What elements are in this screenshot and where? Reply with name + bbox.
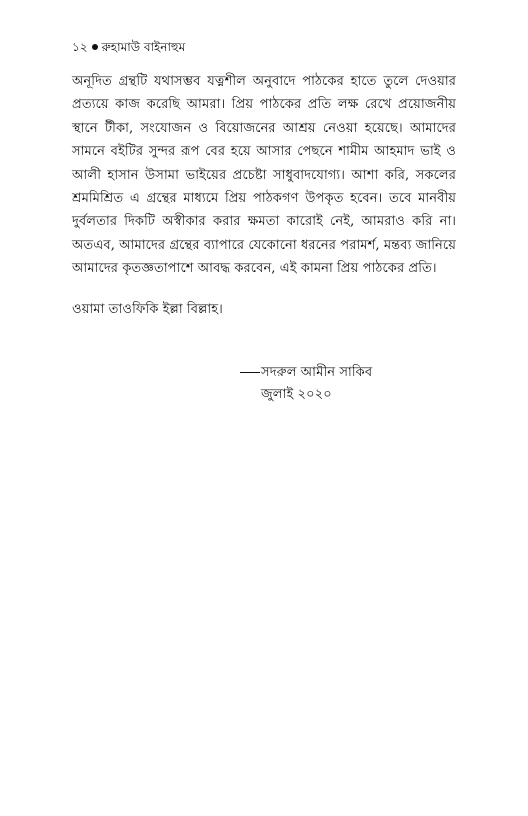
signature-date: জুলাই ২০২০ [261,387,332,402]
closing-line: ওয়ামা তাওফিকি ইল্লা বিল্লাহ। [72,302,223,317]
bullet-separator-icon [92,44,98,50]
body-text [72,70,456,281]
running-header [72,39,185,55]
em-dash [240,372,260,373]
signature [240,362,372,384]
main-paragraph: অনূদিত গ্রন্থটি যথাসম্ভব যত্নশীল অনুবাদে পাঠকের হাতে তুলে দেওয়ার প্রত্যয়ে কাজ করেছি আমরা। প্রিয় পাঠকের প্রতি লক্ষ রেখে প্রয়োজনীয় স্থানে টীকা, সংযোজন ও বিয়োজনের আশ্রয় নেওয়া হয়েছে। আমাদের সামনে বইটির সুন্দর রূপ বের হয়ে আসার পেছনে শামীম আহমাদ ভাই ও আলী হাসান উসামা ভাইয়ের প্রচেষ্টা সাধুবাদযোগ্য। আশা করি, সকলের শ্রমমিশ্রিত এ গ্রন্থের মাধ্যমে প্রিয় পাঠকগণ উপকৃত হবেন। তবে মানবীয় দুর্বলতার দিকটি অস্বীকার করার ক্ষমতা কারোই নেই, আমরাও করি না। অতএব, আমাদের গ্রন্থের ব্যাপারে যেকোনো ধরনের পরামর্শ, মন্তব্য জানিয়ে আমাদের কৃতজ্ঞতাপাশে আবদ্ধ করবেন, এই কামনা প্রিয় পাঠকের প্রতি। [72,74,456,277]
book-title: রুহামাউ বাইনাহুম [101,40,186,54]
author-name: সদরুল আমীন সাকিব [261,365,373,380]
page-number: ১২ [72,40,88,54]
